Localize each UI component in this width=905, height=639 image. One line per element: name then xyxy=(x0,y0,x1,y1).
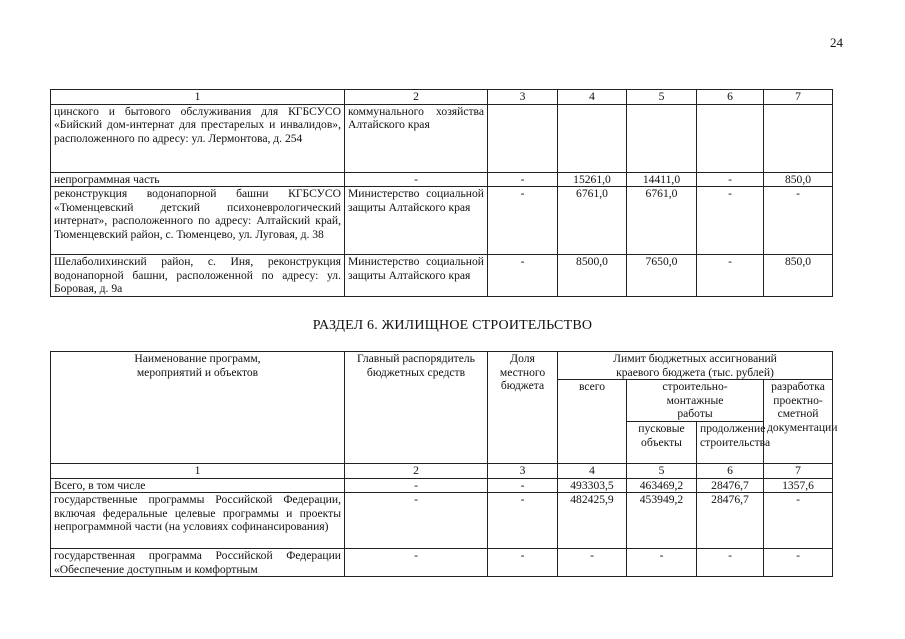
column-number-row xyxy=(51,463,833,478)
col-num: 6 xyxy=(697,90,764,105)
row-distributor: - xyxy=(345,549,488,577)
col-num: 2 xyxy=(345,90,488,105)
col-num: 5 xyxy=(627,463,697,478)
header-row xyxy=(51,352,833,380)
page-number: 24 xyxy=(830,35,843,50)
header-launch: пусковые объекты xyxy=(627,421,697,463)
row-launch: 463469,2 xyxy=(627,478,697,493)
col-num: 3 xyxy=(488,90,558,105)
row-continued: - xyxy=(697,549,764,577)
row-total: - xyxy=(558,549,627,577)
row-name: Всего, в том числе xyxy=(51,478,345,493)
row-continued: - xyxy=(697,172,764,187)
row-design: 1357,6 xyxy=(764,478,833,493)
row-design xyxy=(764,104,833,172)
row-name: Шелаболихинский район, с. Иня, реконструкция водонапорной башни, расположенной по адресу: ул. Боровая, д. 9а xyxy=(51,255,345,297)
row-distributor: - xyxy=(345,478,488,493)
row-local-share: - xyxy=(488,172,558,187)
table-row xyxy=(51,187,833,255)
row-total: 493303,5 xyxy=(558,478,627,493)
housing-budget-table xyxy=(50,351,838,577)
header-continued: продолжение строительства xyxy=(697,421,764,463)
row-total: 15261,0 xyxy=(558,172,627,187)
col-num: 7 xyxy=(764,463,833,478)
header-local-share: Доля местного бюджета xyxy=(488,352,558,464)
row-total xyxy=(558,104,627,172)
col-num: 4 xyxy=(558,90,627,105)
row-local-share xyxy=(488,104,558,172)
row-design: - xyxy=(764,493,833,549)
section-title: РАЗДЕЛ 6. ЖИЛИЩНОЕ СТРОИТЕЛЬСТВО xyxy=(312,318,593,333)
col-num: 1 xyxy=(51,90,345,105)
row-name: реконструкция водонапорной башни КГБСУСО «Тюменцевский детский психоневрологический интернат», расположенного по адресу: Алтайский край, Тюменцевский район, с. Тюменцево, ул. Луговая, д. 38 xyxy=(51,187,345,255)
budget-table-continued xyxy=(50,89,833,297)
row-total: 8500,0 xyxy=(558,255,627,297)
table-row xyxy=(51,478,833,493)
table-row xyxy=(51,493,833,549)
row-continued: - xyxy=(697,187,764,255)
row-distributor: коммунального хозяйства Алтайского края xyxy=(345,104,488,172)
table-row xyxy=(51,549,833,577)
row-continued xyxy=(697,104,764,172)
row-local-share: - xyxy=(488,187,558,255)
row-design: 850,0 xyxy=(764,172,833,187)
header-limit: Лимит бюджетных ассигнований краевого бюджета (тыс. рублей) xyxy=(558,352,833,380)
row-launch: 453949,2 xyxy=(627,493,697,549)
col-num: 5 xyxy=(627,90,697,105)
header-total: всего xyxy=(558,380,627,464)
row-total: 6761,0 xyxy=(558,187,627,255)
row-name: цинского и бытового обслуживания для КГБСУСО «Бийский дом-интернат для престарелых и инвалидов», расположенного по адресу: ул. Лермонтова, д. 254 xyxy=(51,104,345,172)
row-local-share: - xyxy=(488,255,558,297)
column-number-row xyxy=(51,90,833,105)
row-distributor: Министерство социальной защиты Алтайского края xyxy=(345,255,488,297)
col-num: 1 xyxy=(51,463,345,478)
row-launch xyxy=(627,104,697,172)
header-design: разработка проектно-сметной документации xyxy=(764,380,833,464)
row-design: - xyxy=(764,549,833,577)
row-launch: 6761,0 xyxy=(627,187,697,255)
col-num: 2 xyxy=(345,463,488,478)
row-continued: - xyxy=(697,255,764,297)
row-local-share: - xyxy=(488,549,558,577)
header-construction: строительно-монтажные работы xyxy=(627,380,764,422)
table-row xyxy=(51,172,833,187)
row-name: государственная программа Российской Федерации «Обеспечение доступным и комфортным xyxy=(51,549,345,577)
row-total: 482425,9 xyxy=(558,493,627,549)
row-distributor: - xyxy=(345,493,488,549)
table-row xyxy=(51,255,833,297)
table-row xyxy=(51,104,833,172)
row-local-share: - xyxy=(488,478,558,493)
row-continued: 28476,7 xyxy=(697,478,764,493)
row-distributor: - xyxy=(345,172,488,187)
col-num: 3 xyxy=(488,463,558,478)
row-local-share: - xyxy=(488,493,558,549)
col-num: 4 xyxy=(558,463,627,478)
row-launch: 7650,0 xyxy=(627,255,697,297)
row-name: государственные программы Российской Федерации, включая федеральные целевые программы и проекты непрограммной части (на условиях софинансирования) xyxy=(51,493,345,549)
row-continued: 28476,7 xyxy=(697,493,764,549)
row-launch: - xyxy=(627,549,697,577)
col-num: 7 xyxy=(764,90,833,105)
row-name: непрограммная часть xyxy=(51,172,345,187)
row-launch: 14411,0 xyxy=(627,172,697,187)
row-distributor: Министерство социальной защиты Алтайского края xyxy=(345,187,488,255)
header-distributor: Главный распорядитель бюджетных средств xyxy=(345,352,488,464)
row-design: - xyxy=(764,187,833,255)
row-design: 850,0 xyxy=(764,255,833,297)
header-name: Наименование программ, мероприятий и объектов xyxy=(51,352,345,464)
col-num: 6 xyxy=(697,463,764,478)
